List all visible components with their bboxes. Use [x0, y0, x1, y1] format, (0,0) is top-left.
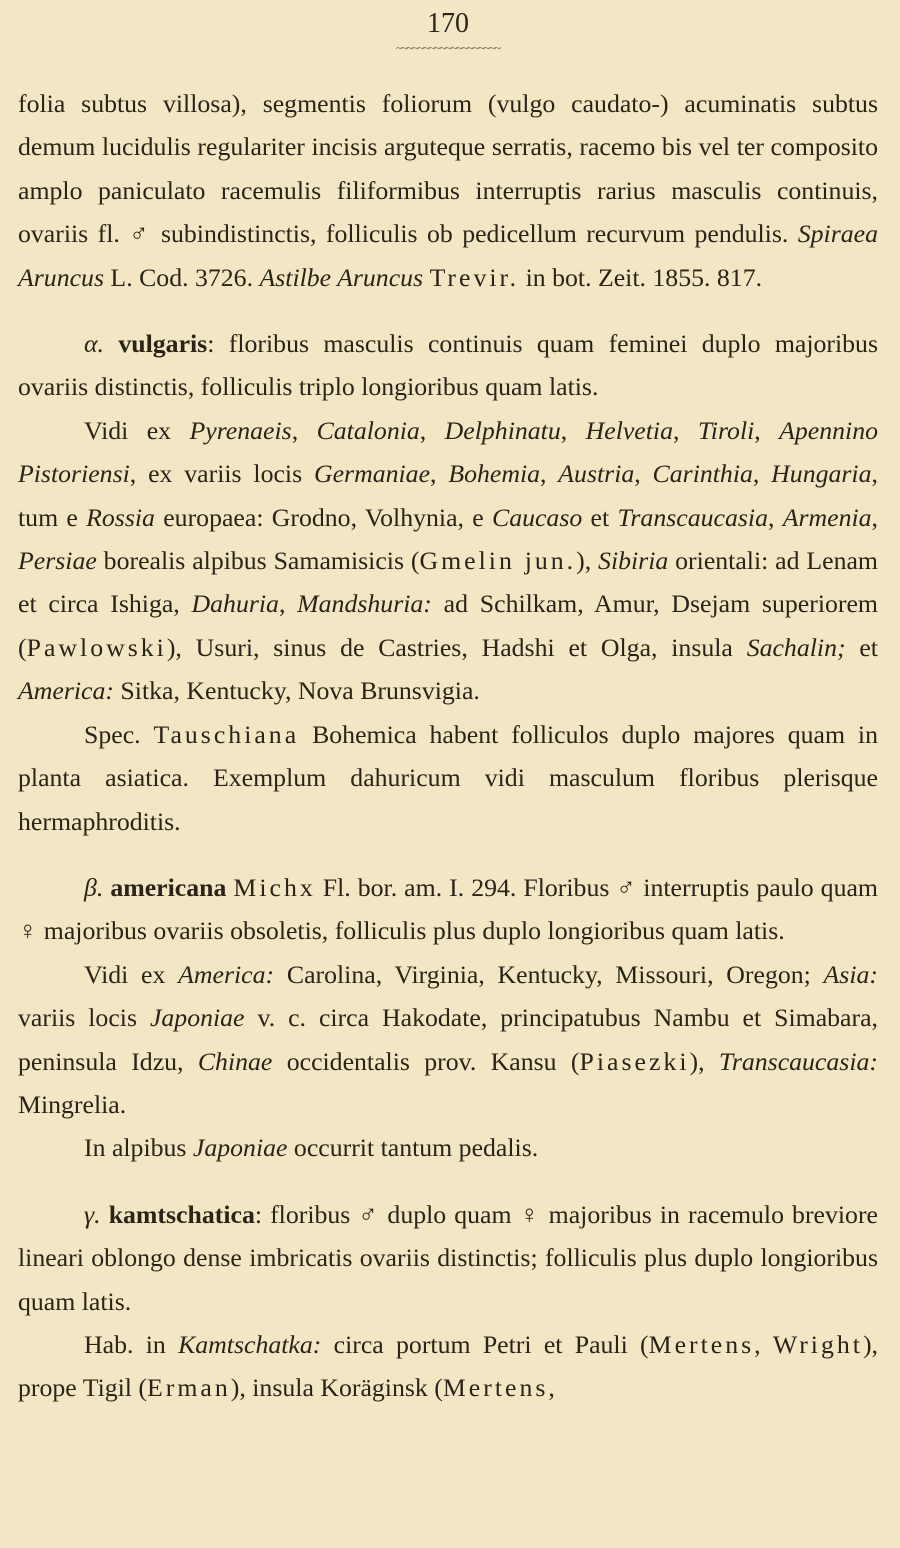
variety-name-americana: americana — [110, 872, 227, 902]
variety-name-vulgaris: vulgaris — [118, 329, 208, 359]
paragraph-specimen-note: Spec. Tauschiana Bohemica habent folliculos duplo majores quam in planta asiatica. Exemplum dahuricum vidi masculum floribus plerisque hermaphroditis. — [18, 719, 878, 836]
paragraph-variety-alpha: α. vulgaris: floribus masculis continuis quam feminei duplo majoribus ovariis distinctis, folliculis triplo longioribus quam latis. — [18, 329, 878, 402]
paragraph-gamma-habitat: Hab. in Kamtschatka: circa portum Petri et Pauli (Mertens, Wright), prope Tigil (Erman), insula Koräginsk (Mertens, — [18, 1329, 878, 1403]
header-ornament: ~~~~~~~~~~~~~~~~~~~ — [395, 41, 501, 55]
paragraph-description: folia subtus villosa), segmentis foliorum (vulgo caudato-) acuminatis subtus demum lucidulis regulariter incisis arguteque serratis, racemo bis vel ter composito amplo paniculato racemulis filiformibus interruptis rarius masculis continuis, ovariis fl. ♂ subindistinctis, folliculis ob pedicellum recurvum pendulis. Spiraea Aruncus L. Cod. 3726. Astilbe Aruncus Trevir. in bot. Zeit. 1855. 817. — [18, 89, 878, 292]
paragraph-variety-gamma: γ. kamtschatica: floribus ♂ duplo quam ♀ majoribus in racemulo breviore lineari oblongo dense imbricatis ovariis distinctis; folliculis plus duplo longioribus quam latis. — [18, 1199, 878, 1316]
paragraph-japan-note: In alpibus Japoniae occurrit tantum pedalis. — [84, 1133, 539, 1163]
paragraph-beta-distribution: Vidi ex America: Carolina, Virginia, Kentucky, Missouri, Oregon; Asia: variis locis Japoniae v. c. circa Hakodate, principatubus Nambu et Simabara, peninsula Idzu, Chinae occidentalis prov. Kansu (Piasezki), Transcaucasia: Mingrelia. — [18, 959, 878, 1119]
paragraph-variety-beta: β. americana Michx Fl. bor. am. I. 294. Floribus ♂ interruptis paulo quam ♀ majoribus ovariis obsoletis, folliculis plus duplo longioribus quam latis. — [18, 872, 878, 946]
variety-name-kamtschatica: kamtschatica — [108, 1199, 255, 1229]
paragraph-alpha-distribution: Vidi ex Pyrenaeis, Catalonia, Delphinatu, Helvetia, Tiroli, Apennino Pistoriensi, ex variis locis Germaniae, Bohemia, Austria, Carinthia, Hungaria, tum e Rossia europaea: Grodno, Volhynia, e Caucaso et Transcaucasia, Armenia, Persiae borealis alpibus Samamisicis (Gmelin jun.), Sibiria orientali: ad Lenam et circa Ishiga, Dahuria, Mandshuria: ad Schilkam, Amur, Dsejam superiorem (Pawlowski), Usuri, sinus de Castries, Hadshi et Olga, insula Sachalin; et America: Sitka, Kentucky, Nova Brunsvigia. — [18, 415, 879, 706]
page-number: 170 — [427, 8, 469, 39]
